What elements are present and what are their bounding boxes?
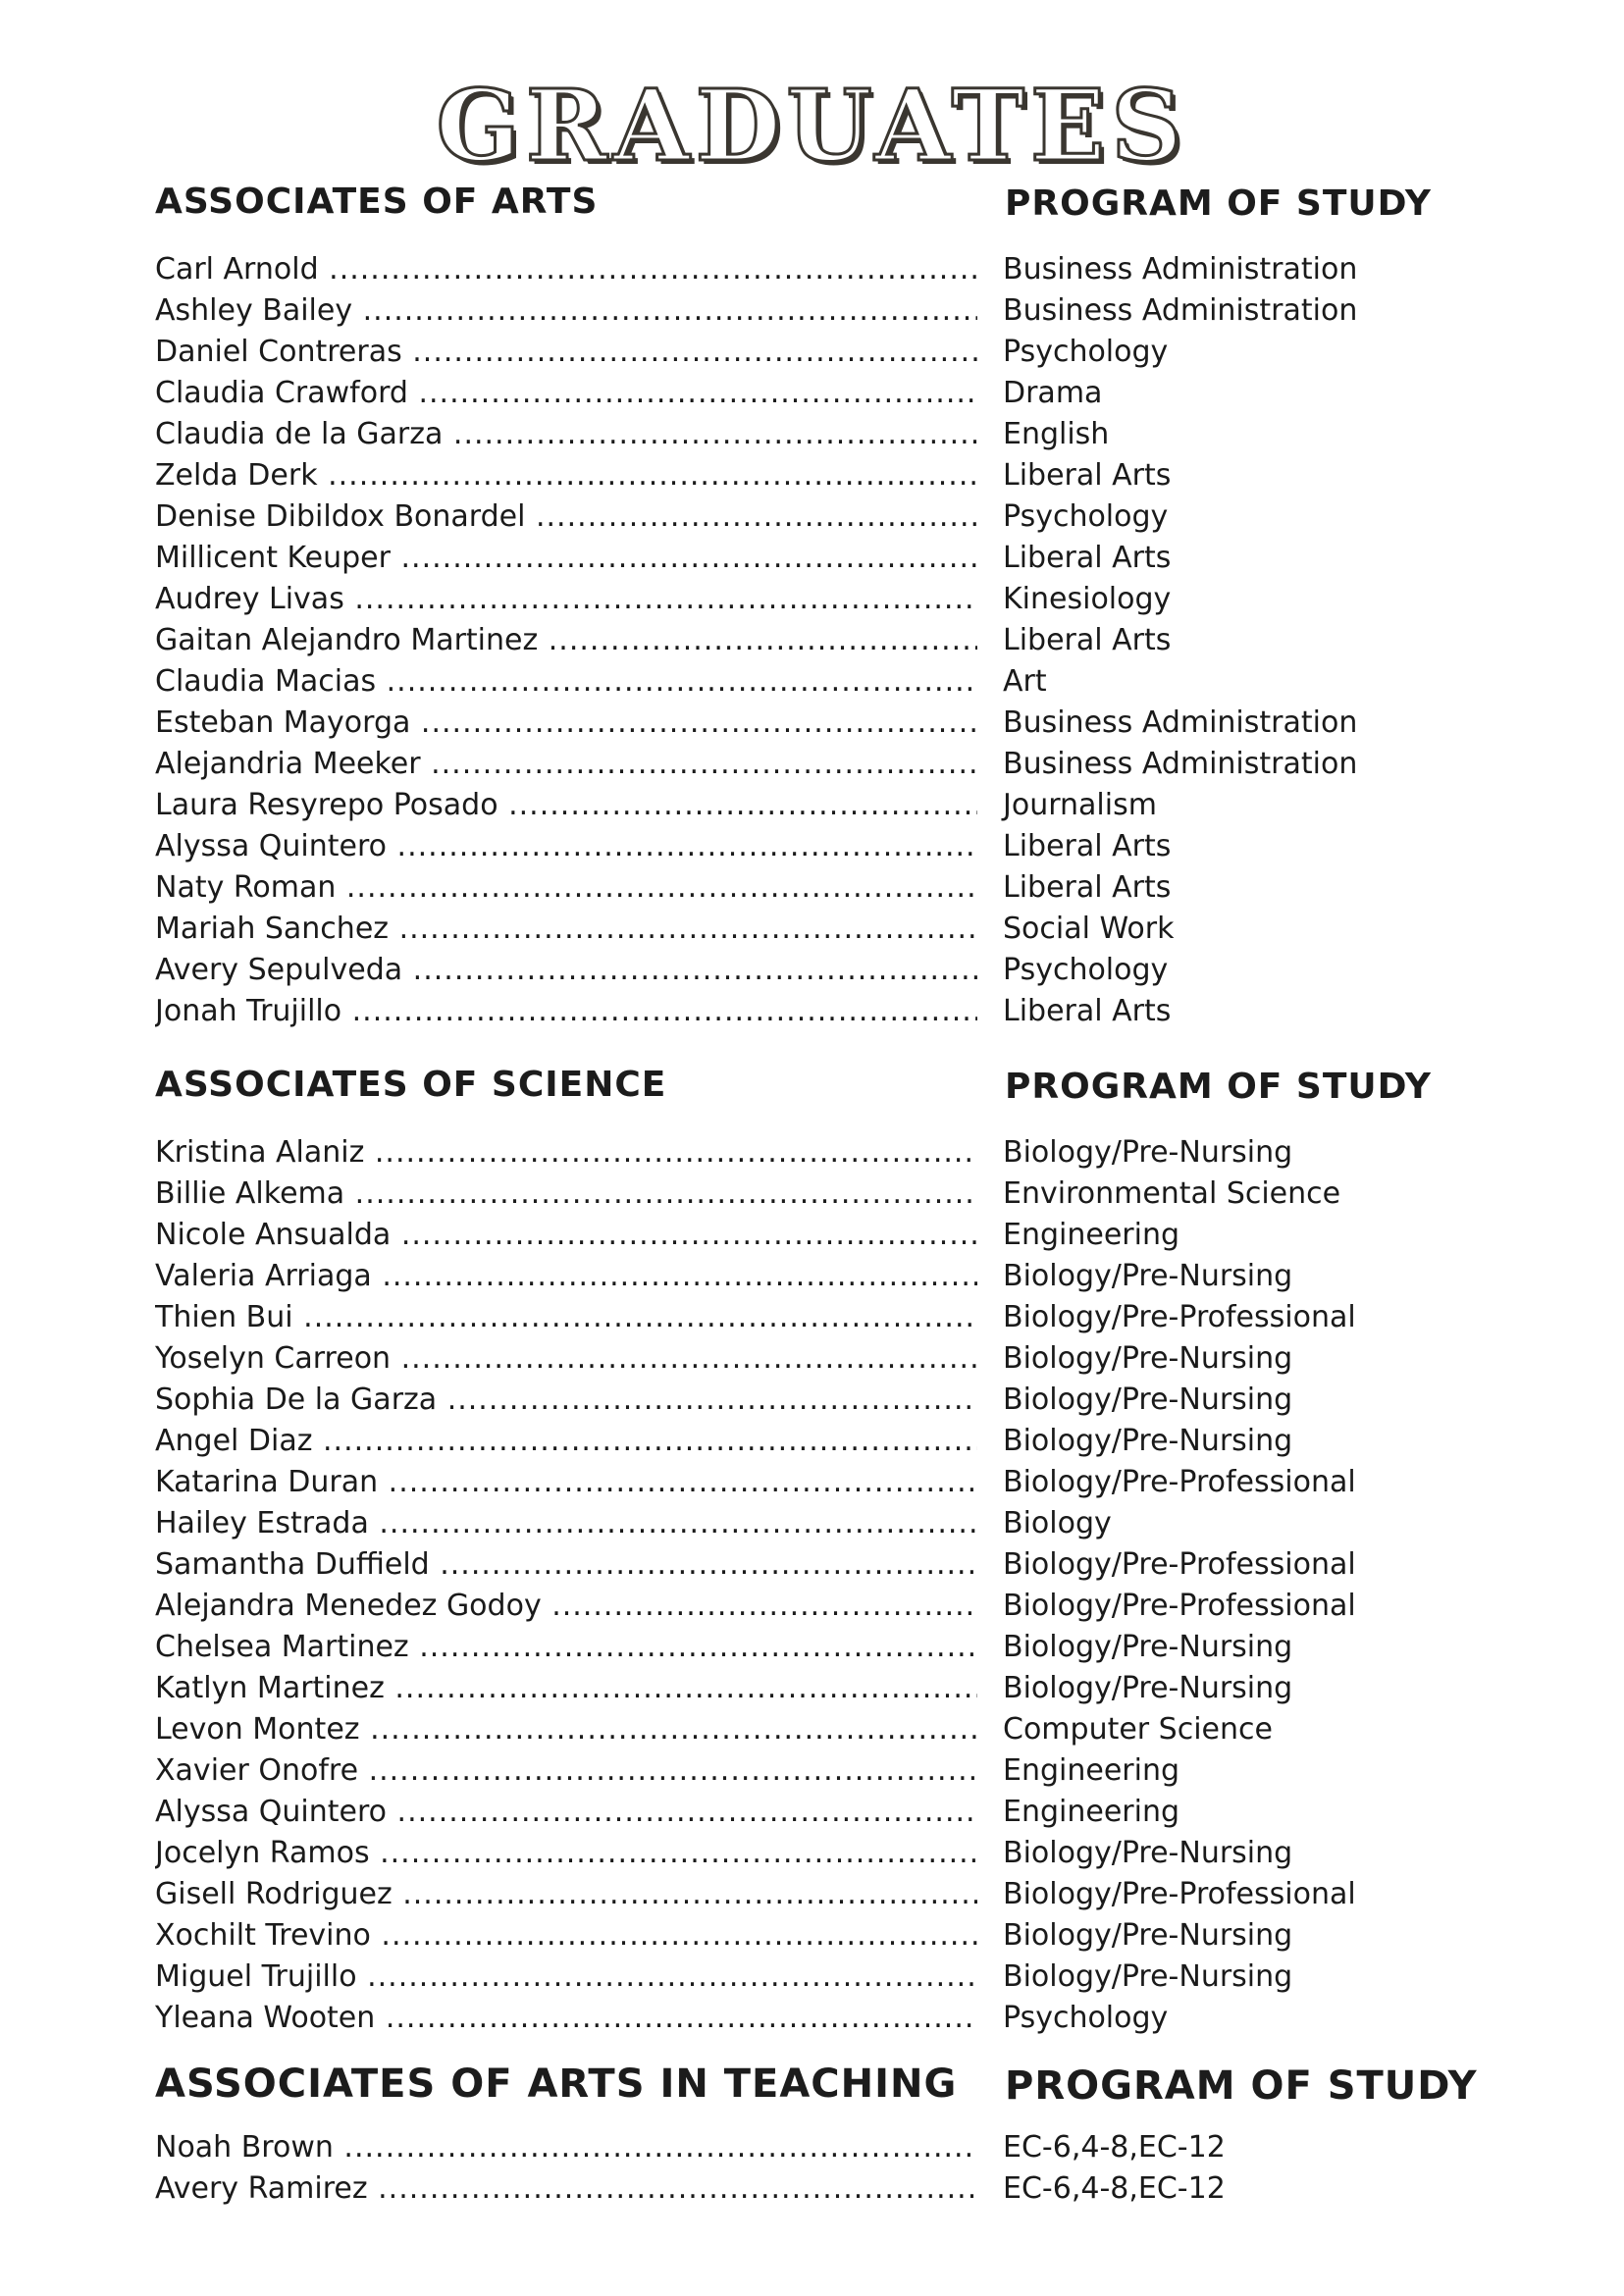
list-item [155,579,1421,620]
graduate-name: Mariah Sanchez ..... [155,909,977,950]
program-of-study: EC-6,4-8,EC-12 [1003,2130,1226,2165]
program-of-study: EC-6,4-8,EC-12 [1003,2171,1226,2206]
graduate-name: Alejandra Menedez Godoy ..... [155,1586,977,1627]
section-heading-associates-of-science: ASSOCIATES OF SCIENCE [155,1065,667,1105]
list-item [155,909,1421,950]
program-of-study: Psychology [1003,953,1169,987]
graduate-name: Hailey Estrada ..... [155,1503,977,1544]
list-item [155,290,1421,332]
program-of-study: Psychology [1003,2001,1169,2035]
graduate-list-associates-of-arts [155,249,1421,1032]
list-item [155,1174,1421,1215]
list-item [155,826,1421,867]
graduate-name: Sophia De la Garza ..... [155,1380,977,1421]
list-item [155,1297,1421,1338]
program-of-study: Biology/Pre-Professional [1003,1300,1356,1334]
program-of-study-heading: PROGRAM OF STUDY [1005,2063,1478,2109]
list-item [155,1627,1421,1668]
program-of-study: Drama [1003,376,1103,410]
list-item [155,373,1421,414]
list-item [155,1503,1421,1544]
graduate-name: Claudia Macias ..... [155,661,977,703]
graduate-name: Samantha Duffield ..... [155,1544,977,1586]
program-of-study: Biology/Pre-Nursing [1003,1918,1293,1953]
program-of-study: English [1003,417,1110,451]
list-item [155,496,1421,538]
program-of-study: Liberal Arts [1003,829,1172,863]
section-heading-associates-of-arts-in-teaching: ASSOCIATES OF ARTS IN TEACHING [155,2061,958,2107]
graduate-name: Kristina Alaniz ..... [155,1132,977,1174]
list-item [155,991,1421,1032]
list-item [155,1462,1421,1503]
graduate-name: Denise Dibildox Bonardel ..... [155,496,977,538]
program-of-study: Business Administration [1003,293,1358,328]
list-item [155,455,1421,496]
graduate-name: Zelda Derk ..... [155,455,977,496]
graduate-name: Gisell Rodriguez ..... [155,1874,977,1915]
program-of-study: Business Administration [1003,705,1358,740]
program-of-study: Computer Science [1003,1712,1273,1747]
list-item [155,867,1421,909]
list-item [155,2168,1421,2210]
program-of-study: Engineering [1003,1218,1179,1252]
list-item [155,1338,1421,1380]
list-item [155,1792,1421,1833]
graduate-name: Avery Ramirez ..... [155,2168,977,2210]
graduate-name: Gaitan Alejandro Martinez ..... [155,620,977,661]
list-item [155,1957,1421,1998]
program-of-study: Engineering [1003,1795,1179,1829]
section-heading-associates-of-arts: ASSOCIATES OF ARTS [155,182,599,222]
list-item [155,1544,1421,1586]
graduate-name: Carl Arnold ..... [155,249,977,290]
graduate-name: Xochilt Trevino ..... [155,1915,977,1957]
list-item [155,1586,1421,1627]
program-of-study: Biology/Pre-Professional [1003,1547,1356,1582]
program-of-study: Journalism [1003,788,1157,822]
program-of-study: Biology/Pre-Nursing [1003,1424,1293,1458]
graduate-name: Ashley Bailey ..... [155,290,977,332]
program-of-study: Engineering [1003,1753,1179,1788]
graduate-name: Avery Sepulveda ..... [155,950,977,991]
program-of-study: Kinesiology [1003,582,1172,616]
list-item [155,703,1421,744]
program-of-study: Liberal Arts [1003,994,1172,1028]
list-item [155,1874,1421,1915]
program-of-study: Biology/Pre-Nursing [1003,1383,1293,1417]
list-item [155,414,1421,455]
list-item [155,1132,1421,1174]
graduate-name: Levon Montez ..... [155,1709,977,1750]
graduate-name: Jonah Trujillo ..... [155,991,977,1032]
list-item [155,2127,1421,2168]
graduate-name: Katarina Duran ..... [155,1462,977,1503]
graduate-name: Millicent Keuper ..... [155,538,977,579]
graduate-name: Audrey Livas ..... [155,579,977,620]
list-item [155,1998,1421,2039]
program-of-study: Biology/Pre-Nursing [1003,1959,1293,1994]
program-of-study-heading: PROGRAM OF STUDY [1005,1067,1432,1107]
graduate-name: Claudia de la Garza ..... [155,414,977,455]
list-item [155,1833,1421,1874]
program-of-study: Liberal Arts [1003,458,1172,493]
graduate-list-associates-of-science [155,1132,1421,2039]
page-title: GRADUATES [436,68,1188,183]
program-of-study: Liberal Arts [1003,541,1172,575]
program-of-study: Social Work [1003,912,1175,946]
list-item [155,1668,1421,1709]
list-item [155,620,1421,661]
list-item [155,1215,1421,1256]
graduate-name: Valeria Arriaga ..... [155,1256,977,1297]
program-of-study: Biology/Pre-Nursing [1003,1630,1293,1664]
program-of-study: Liberal Arts [1003,870,1172,905]
graduate-name: Billie Alkema ..... [155,1174,977,1215]
program-of-study-heading: PROGRAM OF STUDY [1005,183,1432,224]
list-item [155,744,1421,785]
program-of-study: Biology [1003,1506,1112,1540]
list-item [155,1750,1421,1792]
graduate-name: Alyssa Quintero ..... [155,1792,977,1833]
program-of-study: Biology/Pre-Nursing [1003,1341,1293,1376]
list-item [155,1709,1421,1750]
program-of-study: Liberal Arts [1003,623,1172,657]
program-of-study: Environmental Science [1003,1176,1341,1211]
graduate-name: Alejandria Meeker ..... [155,744,977,785]
graduate-name: Yoselyn Carreon ..... [155,1338,977,1380]
graduate-name: Thien Bui ..... [155,1297,977,1338]
list-item [155,538,1421,579]
graduate-list-associates-of-arts-in-teaching [155,2127,1421,2210]
graduate-name: Xavier Onofre ..... [155,1750,977,1792]
graduate-name: Claudia Crawford ..... [155,373,977,414]
program-of-study: Biology/Pre-Professional [1003,1589,1356,1623]
graduate-name: Nicole Ansualda ..... [155,1215,977,1256]
graduate-name: Naty Roman ..... [155,867,977,909]
program-of-study: Biology/Pre-Professional [1003,1877,1356,1911]
list-item [155,1380,1421,1421]
program-of-study: Psychology [1003,335,1169,369]
graduate-name: Yleana Wooten ..... [155,1998,977,2039]
graduate-name: Jocelyn Ramos ..... [155,1833,977,1874]
graduate-name: Angel Diaz ..... [155,1421,977,1462]
program-of-study: Biology/Pre-Nursing [1003,1836,1293,1870]
list-item [155,661,1421,703]
program-of-study: Biology/Pre-Nursing [1003,1135,1293,1170]
graduate-name: Noah Brown ..... [155,2127,977,2168]
program-of-study: Business Administration [1003,252,1358,287]
list-item [155,950,1421,991]
graduate-name: Chelsea Martinez ..... [155,1627,977,1668]
program-of-study: Business Administration [1003,747,1358,781]
list-item [155,1915,1421,1957]
list-item [155,785,1421,826]
program-of-study: Art [1003,664,1047,699]
list-item [155,1421,1421,1462]
graduate-name: Katlyn Martinez ..... [155,1668,977,1709]
graduate-name: Miguel Trujillo ..... [155,1957,977,1998]
graduate-name: Esteban Mayorga ..... [155,703,977,744]
program-of-study: Biology/Pre-Professional [1003,1465,1356,1499]
program-of-study: Psychology [1003,499,1169,534]
graduate-name: Laura Resyrepo Posado ..... [155,785,977,826]
program-of-study: Biology/Pre-Nursing [1003,1671,1293,1705]
list-item [155,332,1421,373]
list-item [155,249,1421,290]
graduate-name: Daniel Contreras ..... [155,332,977,373]
graduate-name: Alyssa Quintero ..... [155,826,977,867]
program-of-study: Biology/Pre-Nursing [1003,1259,1293,1293]
list-item [155,1256,1421,1297]
